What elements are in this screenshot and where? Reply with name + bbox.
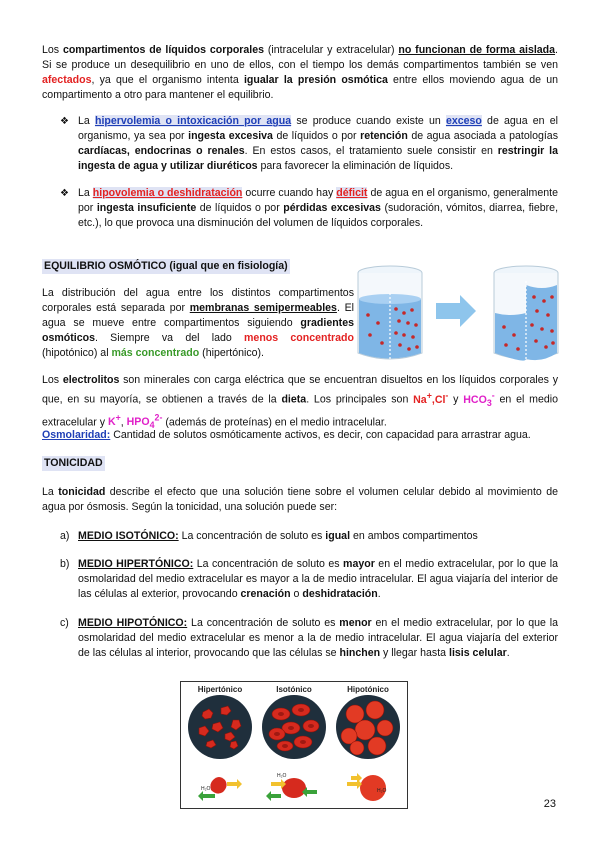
intro-paragraph: Los compartimentos de líquidos corporales (intracelular y extracelular) no funcionan de forma aislada. Si se produce un desequilibrio en uno de ellos, con el tiempo los demás compartimentos también se ven afectados, ya que el organismo intenta igualar la presión osmótica entre ellos moviendo agua de un compartimento a otro para mantener el equilibrio. bbox=[42, 44, 559, 101]
page-number: 23 bbox=[543, 798, 556, 810]
electrolitos-paragraph: Los electrolitos son minerales con carga eléctrica que se encuentran disueltos en los líquidos corporales y que, en su mayoría, se obtienen a través de la dieta. Los principales son Na+,Cl- y $HCO_3^-$ en el medio extracelular y K+, $HPO_4^{2-}$ (además de proteínas) en el medio intracelular. bbox=[42, 374, 558, 431]
hypertonic-cells-icon bbox=[188, 695, 252, 759]
list-item-hipotonico: c) MEDIO HIPOTÓNICO: La concentración de soluto es menor en el medio extracelular, por lo que la osmolaridad del medio extracelular es menor a la de medio intracelular. El agua viajaría del exterior de las células al interior, provocando que las células se hinchen y llegar hasta lisis celular. bbox=[60, 617, 558, 659]
right-beaker bbox=[494, 266, 558, 361]
tonicity-cells-figure bbox=[180, 681, 408, 809]
equilibrio-paragraph: La distribución del agua entre los distintos compartimentos corporales está separada por membranas semipermeables. El agua se mueve entre compartimentos siguiendo gradientes osmóticos. Siempre va del lado menos concentrado (hipotónico) al más concentrado (hipertónico). bbox=[42, 287, 354, 359]
equilibrio-heading: EQUILIBRIO OSMÓTICO (igual que en fisiología) bbox=[44, 260, 288, 272]
bullet-hipervolemia: ❖ La hipervolemia o intoxicación por agua se produce cuando existe un exceso de agua en el organismo, ya sea por ingesta excesiva de líquidos o por retención de agua asociada a patologías cardíacas, endocrinas o renales. En estos casos, el tratamiento suele consistir en restringir la ingesta de agua y utilizar diuréticos para favorecer la eliminación de líquidos. bbox=[60, 115, 558, 172]
svg-text:H₂O: H₂O bbox=[277, 773, 287, 779]
list-item-isotonico: a) MEDIO ISOTÓNICO: La concentración de soluto es igual en ambos compartimentos bbox=[60, 530, 478, 542]
isotonic-water-balance-diagram bbox=[266, 773, 317, 801]
label-hipertonico: Hipertónico bbox=[197, 685, 243, 694]
hypertonic-water-out-diagram bbox=[198, 777, 242, 801]
tonicidad-heading: TONICIDAD bbox=[44, 457, 103, 469]
osmosis-beakers-figure bbox=[356, 263, 560, 367]
hypotonic-cells-icon bbox=[336, 695, 400, 759]
osmolaridad-definition: Osmolaridad: Cantidad de solutos osmóticamente activos, es decir, con capacidad para arrastrar agua. bbox=[42, 429, 531, 441]
hypotonic-water-in-diagram bbox=[347, 773, 387, 801]
list-item-hipertonico: b) MEDIO HIPERTÓNICO: La concentración de soluto es mayor en el medio extracelular, por lo que la osmolaridad del medio extracelular es mayor a la de medio intracelular. El agua viajaría del interior de las células al exterior, provocando crenación o deshidratación. bbox=[60, 558, 558, 600]
hipovolemia-term: hipovolemia o deshidratación bbox=[92, 187, 243, 199]
left-beaker bbox=[358, 266, 422, 359]
tonicidad-paragraph: La tonicidad describe el efecto que una solución tiene sobre el volumen celular debido al movimiento de agua por ósmosis. Según la tonicidad, una solución puede ser: bbox=[42, 486, 558, 513]
arrow-right-icon bbox=[436, 295, 476, 327]
isotonic-cells-icon bbox=[262, 695, 326, 759]
bullet-hipovolemia: ❖ La hipovolemia o deshidratación ocurre cuando hay déficit de agua en el organismo, generalmente por ingesta insuficiente de líquidos o por pérdidas excesivas (sudoración, vómitos, diarrea, fiebre, etc.), lo que provoca una disminución del volumen de líquidos corporales. bbox=[60, 187, 559, 229]
diamond-bullet-icon: ❖ bbox=[60, 116, 69, 127]
label-isotonico: Isotónico bbox=[276, 685, 312, 694]
svg-text:H₂O: H₂O bbox=[377, 788, 387, 794]
svg-text:H₂O: H₂O bbox=[201, 786, 211, 792]
hipervolemia-term: hipervolemia o intoxicación por agua bbox=[94, 115, 292, 127]
label-hipotonico: Hipotónico bbox=[347, 685, 389, 694]
diamond-bullet-icon: ❖ bbox=[60, 188, 69, 199]
osmolaridad-term: Osmolaridad: bbox=[42, 429, 111, 441]
